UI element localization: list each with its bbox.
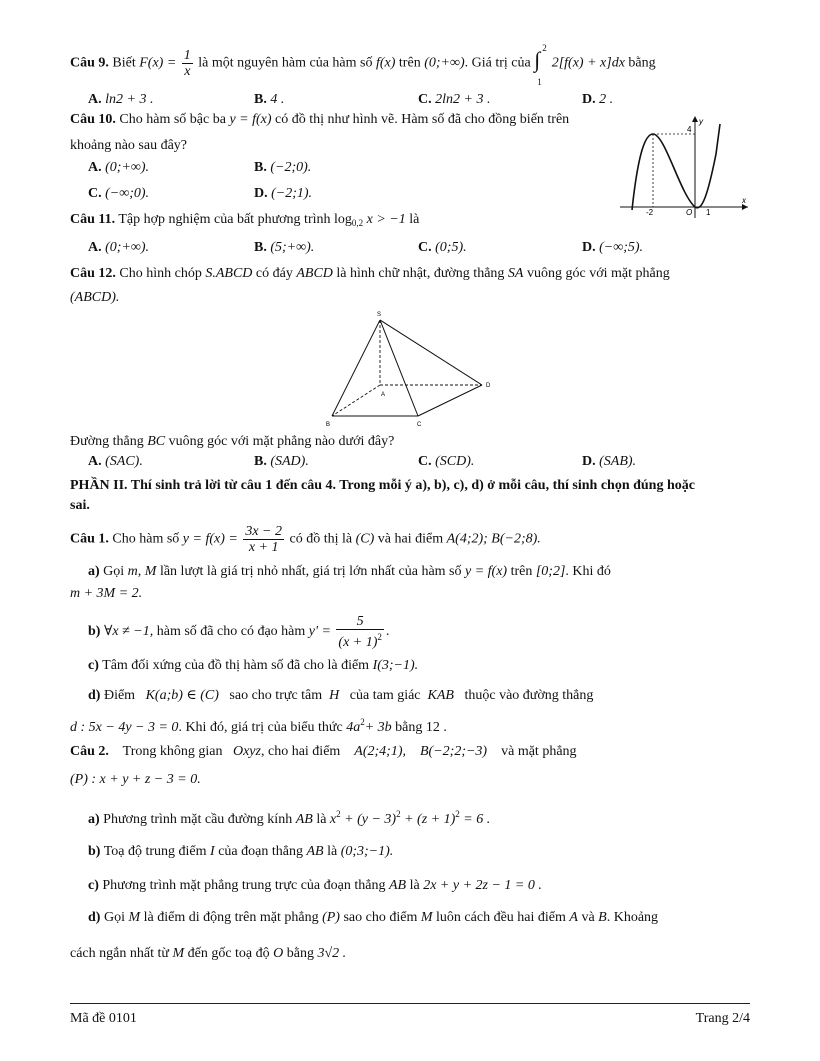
q10-option-d[interactable] (254, 184, 312, 204)
p2q2-stem (70, 742, 750, 762)
option-value: (−2;1). (271, 186, 313, 201)
p2q1-b[interactable]: b) ∀x ≠ −1, hàm số đã cho có đạo hàm y' = $\frac{5}{(x + 1)^2}$ . (88, 614, 390, 650)
option-letter: A. (88, 160, 102, 175)
p2q2-oxyz: Oxyz (232, 744, 261, 759)
q11-label: Câu 11. (70, 212, 116, 227)
stmt-math: M (172, 946, 185, 961)
exam-code: Mã đề 0101 (70, 1011, 137, 1026)
q9-option-d[interactable] (582, 90, 613, 110)
q9-integrand: 2[f(x) + x]dx (551, 55, 625, 71)
option-letter: D. (582, 454, 596, 469)
option-letter: A. (88, 454, 102, 469)
option-value: (SAD). (270, 454, 309, 469)
option-value: 2 . (599, 92, 614, 107)
q12-pyramid-figure (318, 308, 508, 432)
p2q1-d-cont (70, 712, 750, 738)
stmt-text: của tam giác (349, 688, 421, 703)
stmt-math: (0;3;−1). (340, 844, 394, 859)
stmt-pow: 2 (360, 717, 365, 727)
stmt-text: cách ngắn nhất từ (70, 946, 169, 961)
stmt-math: y = f(x) (465, 564, 508, 579)
p2q1-a-cont: m + 3M = 2. (70, 586, 143, 601)
option-letter: C. (88, 186, 102, 201)
graph-tick-1: 1 (706, 208, 711, 217)
stmt-text: bằng (286, 946, 314, 961)
stmt-text: là điểm di động trên mặt phẳng (143, 910, 319, 925)
stmt-math: B (598, 910, 607, 925)
option-value: (0;+∞). (105, 160, 150, 175)
stmt-math: KAB (427, 688, 454, 703)
stmt-label: b) (88, 624, 101, 640)
q10-text1: Cho hàm số bậc ba (119, 112, 226, 127)
stmt-text: luôn cách đều hai điểm (436, 910, 566, 925)
stmt-math: d : 5x − 4y − 3 = 0 (70, 720, 179, 735)
q10-expr: y = f(x) (229, 112, 272, 127)
part2-heading-cont: sai. (70, 498, 90, 513)
q10-option-c[interactable] (88, 184, 149, 204)
p2q2-d[interactable] (88, 908, 750, 928)
edge-SC (380, 320, 418, 416)
q10-option-b[interactable] (254, 158, 311, 178)
p2q2-text3: và mặt phẳng (501, 744, 577, 759)
option-value: (5;+∞). (270, 240, 315, 255)
option-value: ln2 + 3 . (105, 92, 154, 107)
q11-option-d[interactable] (582, 238, 643, 258)
p2q1-frac (243, 524, 284, 555)
q12-pyr: S.ABCD (205, 266, 253, 281)
option-value: 4 . (270, 92, 285, 107)
q12-text3: là hình chữ nhật, đường thẳng (336, 266, 505, 281)
frac-den-base: (x + 1) (338, 635, 378, 650)
vertex-C: C (417, 422, 422, 428)
p2q1-c[interactable] (88, 656, 750, 676)
q9-frac (182, 48, 193, 79)
q11-log: log (334, 212, 352, 227)
stmt-math: x (329, 812, 337, 827)
derivative-frac (336, 614, 384, 650)
stmt-label: a) (88, 564, 100, 579)
stmt-label: c) (88, 658, 99, 673)
stmt-text: lần lượt là giá trị nhỏ nhất, giá trị lớn nhất của hàm số (159, 564, 462, 579)
option-value: (−∞;5). (599, 240, 644, 255)
frac-den-pow: 2 (377, 632, 382, 642)
q10-option-a[interactable] (88, 158, 149, 178)
q12-text4: vuông góc với mặt phẳng (526, 266, 670, 281)
q9-option-b[interactable] (254, 90, 284, 110)
option-value: (0;+∞). (105, 240, 150, 255)
option-letter: C. (418, 240, 432, 255)
q9-text: Biết (112, 55, 136, 71)
option-letter: D. (582, 92, 596, 107)
stmt-math: AB (388, 878, 407, 893)
q12-label: Câu 12. (70, 266, 116, 281)
vertex-D: D (486, 383, 491, 389)
q11-option-c[interactable] (418, 238, 467, 258)
stmt-text: Gọi (103, 910, 125, 925)
p2q2-P: (P) : x + y + z − 3 = 0. (70, 772, 201, 787)
p2q2-B: B(−2;2;−3) (420, 744, 488, 759)
q11-text2: là (409, 212, 420, 227)
stmt-math: 2x + y + 2z − 1 = 0 . (423, 878, 542, 893)
q9-stem (70, 42, 750, 87)
q9-text4: . Giá trị của (464, 55, 531, 71)
q10-graph (620, 114, 750, 218)
stmt-pow: 2 (455, 809, 460, 819)
q11-base: 0,2 (351, 218, 364, 228)
stmt-label: d) (88, 910, 101, 925)
q12-option-b[interactable] (254, 452, 309, 472)
int-lower: 1 (537, 76, 542, 87)
frac-num: 5 (336, 614, 384, 630)
stmt-math: A (569, 910, 578, 925)
option-value: 2ln2 + 3 . (435, 92, 491, 107)
q12-option-d[interactable] (582, 452, 636, 472)
p2q2-label: Câu 2. (70, 744, 109, 759)
option-letter: B. (254, 92, 267, 107)
stmt-text: của đoạn thẳng (218, 844, 303, 859)
q9-label: Câu 9. (70, 55, 109, 71)
p2q1-stem (70, 524, 750, 555)
p2q2-d-cont (70, 944, 750, 964)
stmt-math: + (z + 1) (404, 812, 456, 827)
stmt-text: hàm số đã cho có đạo hàm (156, 624, 306, 640)
q9-frac-num: 1 (183, 48, 191, 63)
q12-base: ABCD (296, 266, 333, 281)
stmt-text: là (316, 812, 327, 827)
stmt-math: M (420, 910, 433, 925)
q11-stem (70, 210, 750, 233)
stmt-label: c) (88, 878, 99, 893)
p2q2-b[interactable] (88, 842, 750, 862)
option-value: (SAB). (599, 454, 637, 469)
stmt-text: thuộc vào đường thẳng (464, 688, 594, 703)
stmt-text: . Khoảng (606, 910, 659, 925)
option-letter: B. (254, 160, 267, 175)
stmt-text: trên (510, 564, 533, 579)
stmt-text: và (581, 910, 595, 925)
p2q1-label: Câu 1. (70, 531, 109, 547)
stmt-label: b) (88, 844, 101, 859)
q9-text3: trên (398, 55, 421, 71)
q12-bc: BC (147, 434, 166, 449)
q10-label: Câu 10. (70, 112, 116, 127)
q12-text2: có đáy (255, 266, 293, 281)
p2q2-text2: , cho hai điểm (260, 744, 341, 759)
q12-text1: Cho hình chóp (119, 266, 202, 281)
stmt-pow: 2 (396, 809, 401, 819)
q12-plane: (ABCD). (70, 290, 120, 305)
stmt-text: Điểm (103, 688, 136, 703)
option-value: (SCD). (435, 454, 475, 469)
q9-option-a[interactable] (88, 90, 153, 110)
stmt-pow: 2 (336, 809, 341, 819)
stmt-label: a) (88, 812, 100, 827)
q11-text1: Tập hợp nghiệm của bất phương trình (118, 212, 331, 227)
q10-text2: có đồ thị như hình vẽ. Hàm số đã cho đồng biến trên (275, 112, 570, 127)
stmt-math: + (y − 3) (344, 812, 397, 827)
vertex-B: B (326, 422, 331, 428)
stmt-text: là (327, 844, 338, 859)
q9-integral (534, 42, 548, 87)
p2q2-c[interactable] (88, 876, 750, 896)
graph-tick-4: 4 (687, 125, 692, 134)
stmt-text: là (409, 878, 420, 893)
footer-rule (70, 1003, 750, 1004)
p2q1-points: A(4;2); B(−2;8). (446, 531, 541, 547)
graph-y-label: y (699, 117, 703, 126)
stmt-text: . Khi đó (565, 564, 611, 579)
option-letter: B. (254, 454, 267, 469)
p2q1-text1: Cho hàm số (112, 531, 180, 547)
stmt-math: = 6 . (463, 812, 491, 827)
option-letter: D. (254, 186, 268, 201)
p2q2-a[interactable] (88, 804, 750, 830)
q12-option-c[interactable] (418, 452, 474, 472)
q12-sa: SA (507, 266, 524, 281)
int-upper: 2 (542, 42, 547, 53)
q11-ineq: x > −1 (366, 212, 406, 227)
stmt-text: Tâm đối xứng của đồ thị hàm số đã cho là điểm (102, 658, 370, 673)
option-letter: C. (418, 92, 432, 107)
option-letter: B. (254, 240, 267, 255)
stmt-text: Phương trình mặt cầu đường kính (103, 812, 293, 827)
q12-question-a: Đường thẳng (70, 434, 144, 449)
option-letter: C. (418, 454, 432, 469)
stmt-math: m, M (127, 564, 157, 579)
option-value: (−2;0). (270, 160, 312, 175)
frac-den: x + 1 (248, 540, 279, 555)
p2q2-text1: Trong không gian (122, 744, 223, 759)
edge-SB (332, 320, 380, 416)
q9-f: f(x) (375, 55, 396, 71)
q9-option-c[interactable] (418, 90, 490, 110)
stmt-math: AB (306, 844, 324, 859)
p2q1-C: (C) (355, 531, 375, 547)
stmt-math: M (128, 910, 141, 925)
graph-origin: O (686, 208, 693, 217)
p2q1-text2: có đồ thị là (289, 531, 353, 547)
frac-den (336, 630, 384, 650)
stmt-math: K(a;b) ∈ (C) (145, 688, 219, 703)
page-number: Trang 2/4 (695, 1011, 750, 1026)
option-letter: D. (582, 240, 596, 255)
stmt-math: I (210, 844, 215, 859)
integral-sign: ∫ (534, 46, 541, 72)
option-letter: A. (88, 92, 102, 107)
q9-F: F(x) = (139, 55, 177, 71)
q9-text5: bằng (628, 55, 656, 71)
stmt-text: đến gốc toạ độ (187, 946, 270, 961)
stmt-math: (P) (322, 910, 340, 925)
q12-question (70, 432, 750, 452)
stmt-text: sao cho điểm (343, 910, 418, 925)
q9-interval: (0;+∞) (424, 55, 465, 71)
edge-SD (380, 320, 482, 385)
stmt-math: AB (295, 812, 313, 827)
stmt-text: Gọi (103, 564, 125, 579)
stmt-math: 4a (346, 720, 361, 735)
stmt-math: H (329, 688, 340, 703)
vertex-S: S (377, 312, 382, 318)
frac-num: 3x − 2 (245, 524, 283, 539)
option-value: (0;5). (435, 240, 467, 255)
stmt-text: . Khi đó, giá trị của biểu thức (178, 720, 343, 735)
q11-option-a[interactable] (88, 238, 149, 258)
stmt-text: Phương trình mặt phẳng trung trực của đoạn thẳng (102, 878, 386, 893)
p2q1-d[interactable] (88, 686, 750, 706)
p2q1-y: y = f(x) = (182, 531, 238, 547)
q12-stem (70, 264, 750, 284)
p2q1-a[interactable] (88, 562, 750, 582)
vertex-A: A (381, 392, 386, 398)
option-value: (−∞;0). (105, 186, 150, 201)
q10-text3: khoảng nào sau đây? (70, 138, 188, 153)
p2q2-A: A(2;4;1), (354, 744, 406, 759)
option-value: (SAC). (105, 454, 143, 469)
stmt-label: d) (88, 688, 101, 703)
edge-CD (418, 385, 482, 416)
stmt-math: 3√2 . (317, 946, 347, 961)
graph-tick-m2: -2 (646, 208, 654, 217)
stmt-math: [0;2] (535, 564, 566, 579)
q11-option-b[interactable] (254, 238, 314, 258)
q12-question-b: vuông góc với mặt phẳng nào dưới đây? (168, 434, 395, 449)
graph-x-label: x (742, 196, 746, 205)
p2q1-text3: và hai điểm (377, 531, 444, 547)
stmt-math: + 3b (364, 720, 392, 735)
stmt-math: O (273, 946, 284, 961)
stmt-text: Toạ độ trung điểm (103, 844, 207, 859)
q9-frac-den: x (184, 64, 191, 79)
y-axis-arrow-icon (692, 116, 698, 122)
stmt-text: sao cho trực tâm (229, 688, 323, 703)
cubic-curve (632, 124, 720, 210)
option-letter: A. (88, 240, 102, 255)
stmt-math: I(3;−1). (372, 658, 419, 673)
stmt-text: bằng 12 . (395, 720, 447, 735)
q9-text2: là một nguyên hàm của hàm số (198, 55, 373, 71)
stmt-math: y' = (308, 624, 331, 640)
q12-option-a[interactable] (88, 452, 143, 472)
stmt-math: ∀x ≠ −1, (103, 624, 154, 640)
part2-heading: PHẦN II. Thí sinh trả lời từ câu 1 đến câu 4. Trong mỗi ý a), b), c), d) ở mỗi câu, thí sinh chọn đúng hoặc (70, 478, 695, 493)
